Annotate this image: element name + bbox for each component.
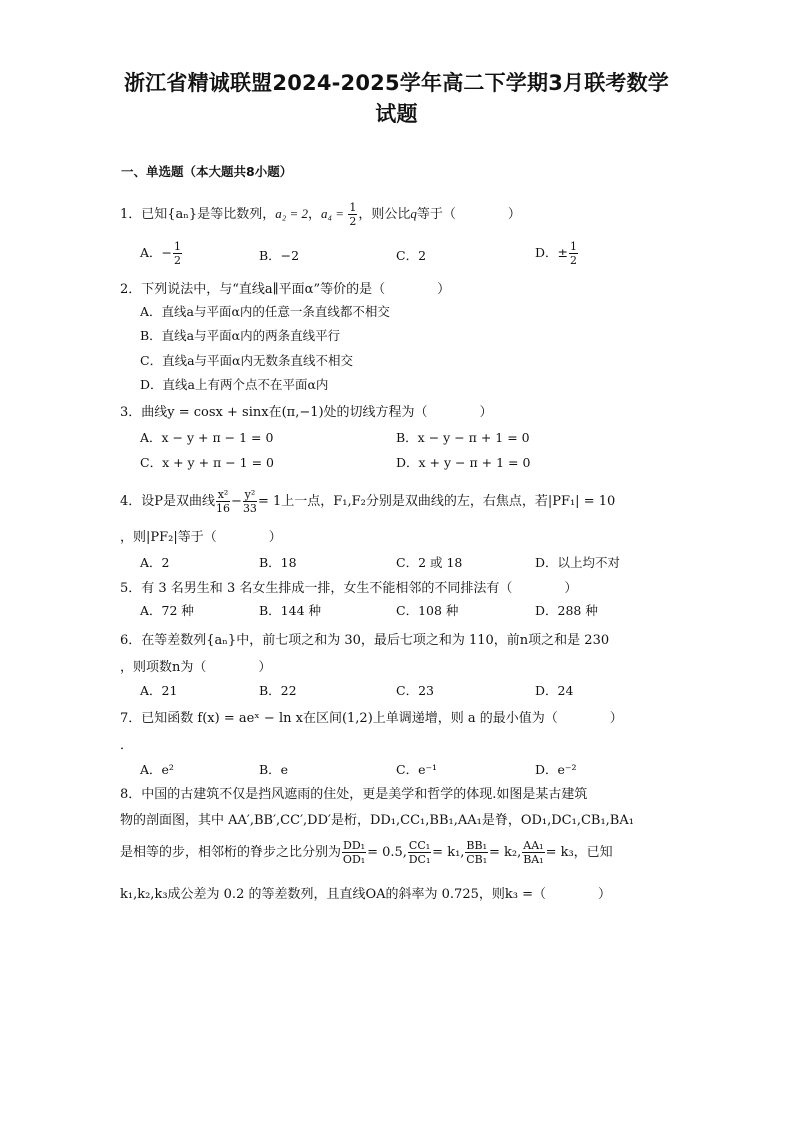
option-2a[interactable]: A．直线a与平面α内的任意一条直线都不相交	[140, 304, 390, 319]
option-3b[interactable]: B．x − y − π + 1 = 0	[396, 430, 530, 445]
question-3: 3．曲线y = cosx + sinx在(π,−1)处的切线方程为（ ）	[120, 405, 493, 420]
page-title-line2: 试题	[375, 102, 418, 126]
section-heading: 一、单选题（本大题共8小题）	[121, 164, 293, 179]
option-4a[interactable]: A．2	[140, 555, 170, 570]
option-4c[interactable]: C．2 或 18	[396, 555, 463, 570]
question-1: 1．已知{aₙ}是等比数列，a₂ = 2，a₄ = $\frac{1}{2}$ ，则公比q等于（ ）	[120, 201, 521, 228]
option-2b[interactable]: B．直线a与平面α内的两条直线平行	[140, 328, 341, 343]
question-8-line4: k₁,k₂,k₃成公差为 0.2 的等差数列，且直线OA的斜率为 0.725，则k₃ =（ ）	[120, 887, 611, 902]
option-3a[interactable]: A．x − y + π − 1 = 0	[140, 430, 274, 445]
option-5c[interactable]: C．108 种	[396, 603, 459, 618]
option-3d[interactable]: D．x + y − π + 1 = 0	[396, 455, 531, 470]
option-1d[interactable]: D．± $\frac{1}{2}$	[535, 240, 577, 267]
option-7c[interactable]: C．e⁻¹	[396, 762, 438, 777]
option-4b[interactable]: B．18	[259, 555, 297, 570]
question-5: 5．有 3 名男生和 3 名女生排成一排，女生不能相邻的不同排法有（ ）	[120, 581, 578, 596]
question-7-cont: ．	[120, 738, 134, 753]
option-1a[interactable]: A．− $\frac{1}{2}$	[140, 240, 182, 267]
option-2c[interactable]: C．直线a与平面α内无数条直线不相交	[140, 353, 353, 368]
option-4d[interactable]: D．以上均不对	[535, 555, 621, 570]
option-7a[interactable]: A．e²	[140, 762, 174, 777]
option-1c[interactable]: C．2	[396, 248, 427, 263]
option-5b[interactable]: B．144 种	[259, 603, 322, 618]
question-6-cont: ，则项数n为（ ）	[120, 660, 272, 675]
page-title: 浙江省精诚联盟2024-2025学年高二下学期3月联考数学	[123, 71, 670, 95]
option-5a[interactable]: A．72 种	[140, 603, 194, 618]
option-5d[interactable]: D．288 种	[535, 603, 598, 618]
question-4: 4．设P是双曲线 $\frac{\text{x²}}{16}$ − $\frac{\text{y²}}{33}$ = 1上一点，F₁,F₂分别是双曲线的左，右焦点，若|PF₁| = 10	[120, 488, 616, 515]
fraction: $\frac{1}{2}$	[349, 201, 357, 228]
option-7d[interactable]: D．e⁻²	[535, 762, 577, 777]
option-2d[interactable]: D．直线a上有两个点不在平面α内	[140, 377, 329, 392]
option-1b[interactable]: B．−2	[259, 248, 300, 263]
option-6b[interactable]: B．22	[259, 683, 297, 698]
question-6: 6．在等差数列{aₙ}中，前七项之和为 30，最后七项之和为 110，前n项之和是 230	[120, 633, 610, 648]
option-6d[interactable]: D．24	[535, 683, 574, 698]
question-4-cont: ，则|PF₂|等于（ ）	[120, 530, 282, 545]
option-6c[interactable]: C．23	[396, 683, 434, 698]
option-3c[interactable]: C．x + y + π − 1 = 0	[140, 455, 274, 470]
option-7b[interactable]: B．e	[259, 762, 289, 777]
question-7: 7．已知函数 f(x) = aeˣ − ln x在区间(1,2)上单调递增，则 a 的最小值为（ ）	[120, 711, 623, 726]
question-2: 2．下列说法中，与“直线a∥平面α”等价的是（ ）	[120, 282, 451, 297]
option-6a[interactable]: A．21	[140, 683, 178, 698]
question-8-line3: 是相等的步，相邻桁的脊步之比分别为 $\frac{\text{DD₁}}{\text{OD₁}}$ = 0.5, $\frac{\text{CC₁}}{\text{DC₁}}$ = k₁, $\frac{\text{BB₁}}{\text{CB₁}}$ = k₂, $\frac{\text{AA₁}}{\text{BA₁}}$ = k₃，已知	[120, 839, 613, 866]
question-8: 8．中国的古建筑不仅是挡风遮雨的住处，更是美学和哲学的体现.如图是某古建筑	[120, 787, 588, 802]
question-8-line2: 物的剖面图，其中 AA′,BB′,CC′,DD′是桁，DD₁,CC₁,BB₁,AA₁是脊，OD₁,DC₁,CB₁,BA₁	[120, 813, 634, 828]
